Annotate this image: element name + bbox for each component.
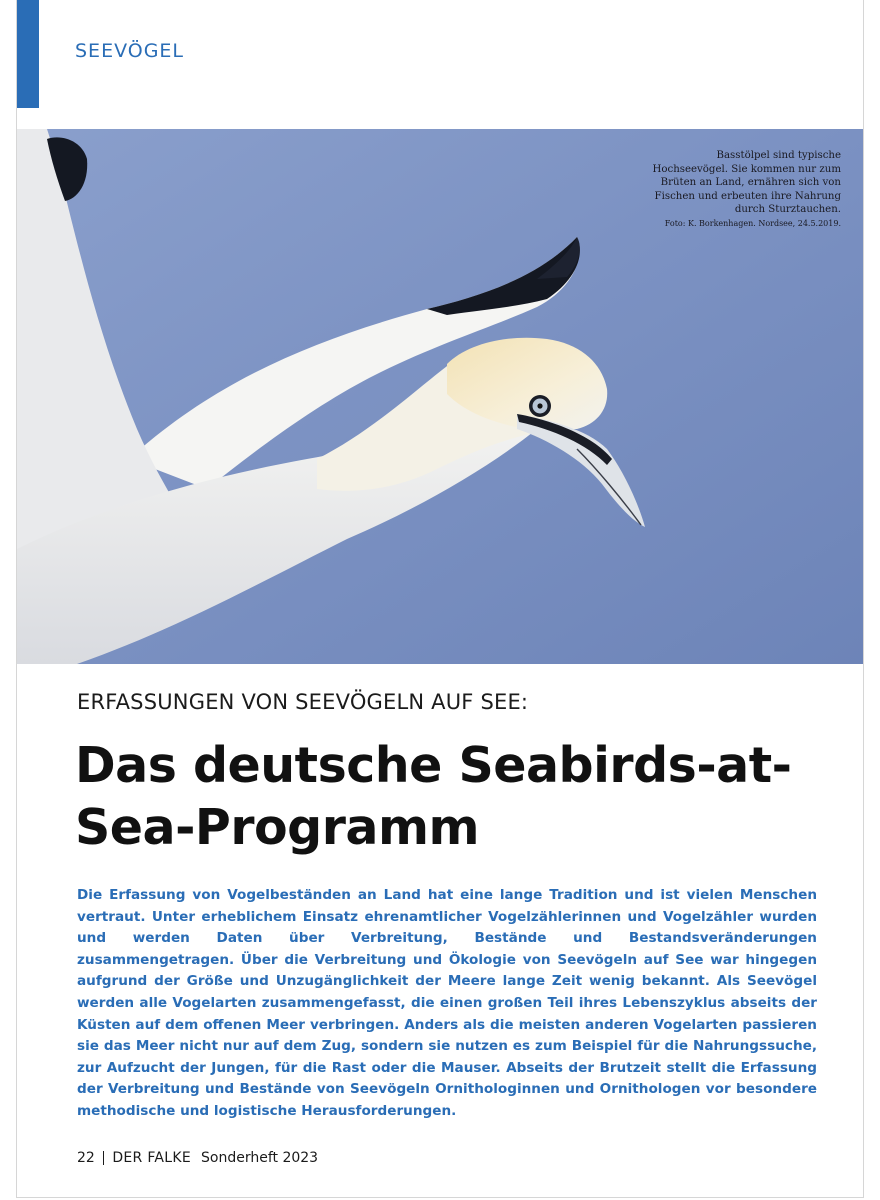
gannet-photo	[17, 129, 863, 664]
photo-caption	[651, 149, 841, 229]
article-lead: Die Erfassung von Vogelbeständen an Land hat eine lange Tradition und ist vielen Menschen vertraut. Unter erheblichem Einsatz ehrenamtlicher Vogelzählerinnen und Vogelzähler wurden und werden Daten über Verbreitung, Bestände und Bestandsveränderungen zusammengetragen. Über die Verbreitung und Ökologie von Seevögeln auf See war hingegen aufgrund der Größe und Unzugänglichkeit der Meere lange Zeit wenig bekannt. Als Seevögel werden alle Vogelarten zusammengefasst, die einen großen Teil ihres Lebenszyklus abseits der Küsten auf dem offenen Meer verbringen. Anders als die meisten anderen Vogelarten passieren sie das Meer nicht nur auf dem Zug, sondern sie nutzen es zum Beispiel für die Nahrungssuche, zur Aufzucht der Jungen, für die Rast oder die Mauser. Abseits der Brutzeit stellt die Erfassung der Verbreitung und Bestände von Seevögeln Ornithologinnen und Ornithologen vor besondere methodische und logistische Herausforderungen.	[77, 887, 817, 1119]
photo-caption-text: Basstölpel sind typische Hochseevögel. Sie kommen nur zum Brüten an Land, ernähren sich von Fischen und erbeuten ihre Nahrung durch Sturztauchen.	[652, 150, 841, 216]
magazine-name: DER FALKE	[112, 1150, 192, 1166]
footer-divider	[103, 1151, 105, 1165]
section-color-bar	[17, 0, 39, 108]
page-footer	[77, 1150, 318, 1166]
article-headline: Das deutsche Seabirds-at-Sea-Programm	[75, 737, 792, 856]
article-kicker: ERFASSUNGEN VON SEEVÖGELN AUF SEE:	[77, 690, 529, 714]
page-number: 22	[77, 1150, 95, 1166]
issue-name: Sonderheft 2023	[201, 1150, 319, 1166]
magazine-page	[16, 0, 864, 1198]
photo-credit: Foto: K. Borkenhagen. Nordsee, 24.5.2019.	[664, 218, 841, 228]
section-label: SEEVÖGEL	[75, 40, 185, 62]
